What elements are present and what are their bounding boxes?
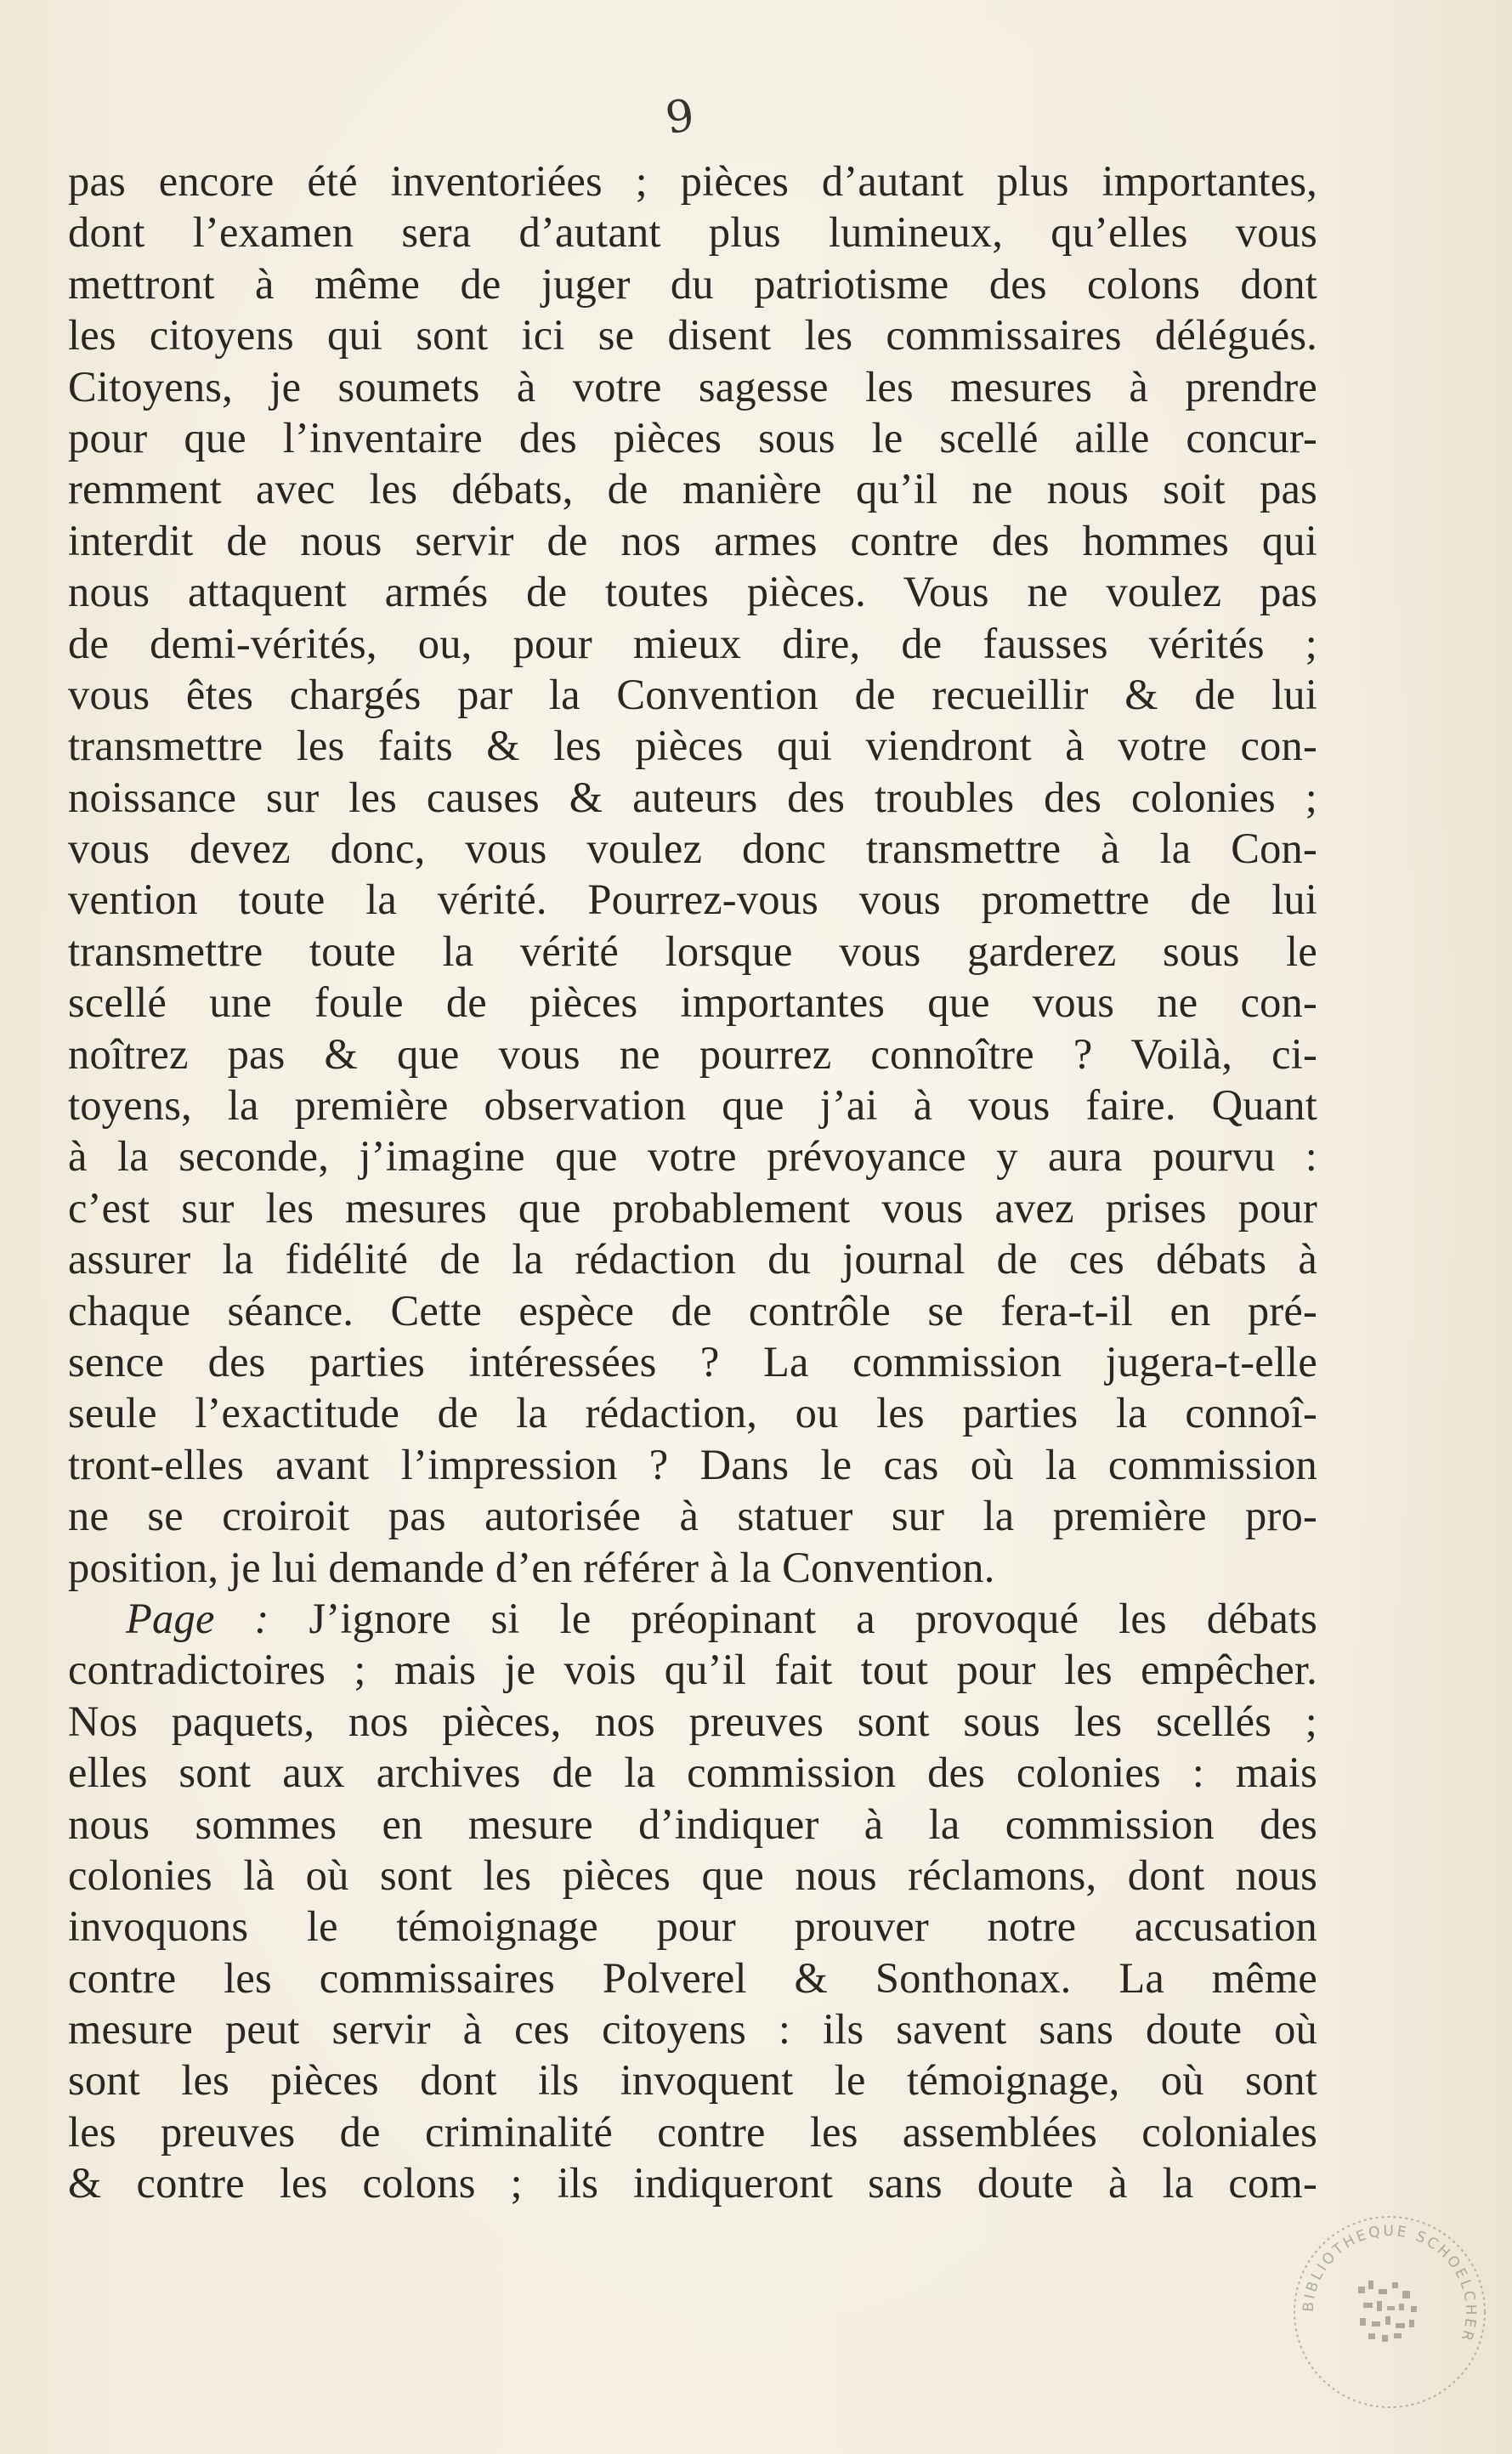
text-line: seule l’exactitude de la rédaction, ou les parties la connoî- <box>68 1389 1317 1437</box>
text-line: remment avec les débats, de manière qu’il ne nous soit pas <box>68 465 1317 513</box>
text-line: sont les pièces dont ils invoquent le témoignage, où sont <box>68 2056 1317 2105</box>
body-text <box>68 156 1317 2209</box>
text-line: Citoyens, je soumets à votre sagesse les mesures à prendre <box>68 362 1317 411</box>
text-line: c’est sur les mesures que probablement vous avez prises pour <box>68 1183 1317 1232</box>
text-line: à la seconde, j’imagine que votre prévoyance y aura pourvu : <box>68 1132 1317 1181</box>
speaker-name: Page : <box>126 1594 269 1642</box>
text-line: les citoyens qui sont ici se disent les commissaires délégués. <box>68 311 1317 360</box>
library-stamp-icon <box>1275 2197 1504 2427</box>
paragraph-first-line <box>68 1593 1317 1644</box>
text-line: mesure peut servir à ces citoyens : ils savent sans doute où <box>68 2005 1317 2054</box>
text-line: contre les commissaires Polverel & Sonthonax. La même <box>68 1953 1317 2002</box>
text-line: interdit de nous servir de nos armes contre des hommes qui <box>68 516 1317 564</box>
text-line: mettront à même de juger du patriotisme des colons dont <box>68 259 1317 308</box>
text-line: chaque séance. Cette espèce de contrôle se fera-t-il en pré- <box>68 1286 1317 1335</box>
text-line: scellé une foule de pièces importantes que vous ne con- <box>68 978 1317 1027</box>
text-line: transmettre toute la vérité lorsque vous garderez sous le <box>68 927 1317 975</box>
text-line: noîtrez pas & que vous ne pourrez connoître ? Voilà, ci- <box>68 1029 1317 1078</box>
text-line: vous devez donc, vous voulez donc transmettre à la Con- <box>68 825 1317 873</box>
text-line: & contre les colons ; ils indiqueront sans doute à la com- <box>68 2159 1317 2207</box>
text-line: position, je lui demande d’en référer à la Convention. <box>68 1543 995 1591</box>
text-line: de demi-vérités, ou, pour mieux dire, de fausses vérités ; <box>68 619 1317 667</box>
text-line: nous sommes en mesure d’indiquer à la commission des <box>68 1799 1317 1848</box>
text-line: invoquons le témoignage pour prouver notre accusation <box>68 1902 1317 1951</box>
text-line: pour que l’inventaire des pièces sous le scellé aille concur- <box>68 413 1317 462</box>
text-line: elles sont aux archives de la commission des colonies : mais <box>68 1748 1317 1797</box>
first-line-text: J’ignore si le préopinant a provoqué les débats <box>309 1594 1318 1642</box>
text-line: contradictoires ; mais je vois qu’il fait tout pour les empêcher. <box>68 1646 1317 1694</box>
text-line: dont l’examen sera d’autant plus lumineux, qu’elles vous <box>68 208 1317 257</box>
text-line: nous attaquent armés de toutes pièces. Vous ne voulez pas <box>68 568 1317 616</box>
text-line: vention toute la vérité. Pourrez-vous vous promettre de lui <box>68 876 1317 924</box>
text-line: toyens, la première observation que j’ai à vous faire. Quant <box>68 1081 1317 1130</box>
text-line: les preuves de criminalité contre les assemblées coloniales <box>68 2107 1317 2156</box>
text-line: vous êtes chargés par la Convention de recueillir & de lui <box>68 670 1317 718</box>
text-line: Nos paquets, nos pièces, nos preuves sont sous les scellés ; <box>68 1697 1317 1745</box>
text-line: assurer la fidélité de la rédaction du journal de ces débats à <box>68 1235 1317 1284</box>
text-line: colonies là où sont les pièces que nous réclamons, dont nous <box>68 1850 1317 1899</box>
text-line: tront-elles avant l’impression ? Dans le cas où la commission <box>68 1440 1317 1488</box>
text-line: pas encore été inventoriées ; pièces d’autant plus importantes, <box>68 157 1317 205</box>
stamp-text: BIBLIOTHEQUE SCHOELCHER <box>1300 2222 1480 2345</box>
text-line: transmettre les faits & les pièces qui viendront à votre con- <box>68 722 1317 770</box>
text-line: ne se croiroit pas autorisée à statuer sur la première pro- <box>68 1492 1317 1540</box>
text-line: noissance sur les causes & auteurs des troubles des colonies ; <box>68 773 1317 821</box>
text-line: sence des parties intéressées ? La commission jugera-t-elle <box>68 1337 1317 1386</box>
page-number: 9 <box>662 89 698 145</box>
svg-text:BIBLIOTHEQUE SCHOELCHER <box>1300 2223 1479 2345</box>
